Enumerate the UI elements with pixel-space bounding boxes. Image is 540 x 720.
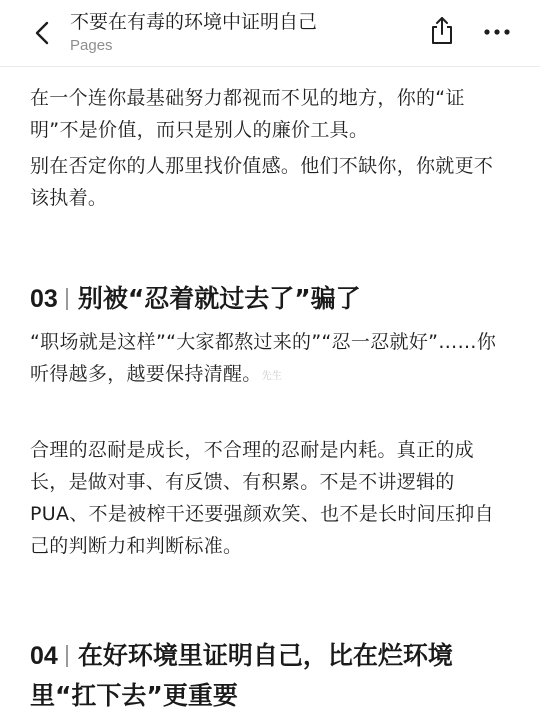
navigation-bar [0,0,540,67]
paragraph-text: “职场就是这样”“大家都熬过来的”“忍一忍就好”……你听得越多，越要保持清醒。 [30,331,497,385]
app-name: Pages [70,37,113,54]
section-number: 04 [30,642,58,670]
title-group [70,9,410,56]
share-icon [429,16,455,46]
heading-divider [66,288,68,310]
heading-divider [66,645,68,667]
paragraph: 在一个连你最基础努力都视而不见的地方，你的“证明”不是价值，而只是别人的廉价工具。 [30,87,465,141]
watermark: 先生 [261,371,283,382]
paragraph: 合理的忍耐是成长，不合理的忍耐是内耗。真正的成长，是做对事、有反馈、有积累。不是不讲逻辑的PUA、不是被榨干还要强颜欢笑、也不是长时间压抑自己的判断力和判断标准。 [30,439,494,557]
section-title: 在好环境里证明自己，比在烂环境里“扛下去”更重要 [30,641,453,710]
section-heading-03 [30,280,512,318]
document-title: 不要在有毒的环境中证明自己 [70,11,318,33]
back-button[interactable] [30,20,54,46]
paragraph [30,326,512,393]
chevron-left-icon [35,21,49,45]
more-icon [483,22,511,42]
section-heading-04 [30,636,512,716]
share-button[interactable] [429,16,455,46]
section-number: 03 [30,285,58,313]
section-title: 别被“忍着就过去了”骗了 [77,284,361,313]
paragraph: 别在否定你的人那里找价值感。他们不缺你，你就更不该执着。 [30,155,494,209]
more-button[interactable] [483,22,511,42]
